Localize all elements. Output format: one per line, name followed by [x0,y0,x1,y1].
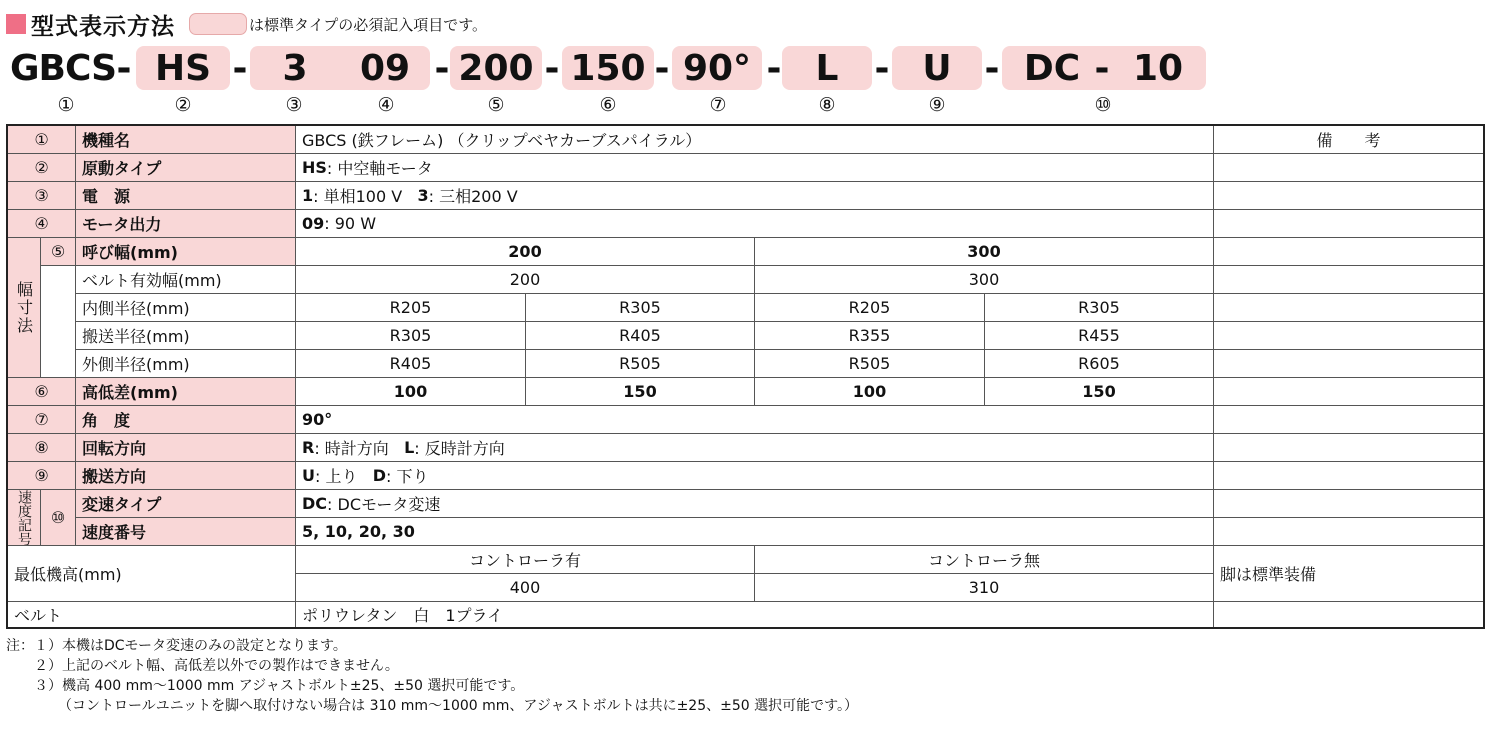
row-value [296,434,1214,462]
remark-cell [1214,350,1483,378]
code-dash: - [1094,48,1110,89]
value-text: : 単相100 V [313,187,403,206]
row-number: ⑧ [8,434,76,462]
code-number: ③ [285,94,303,116]
value-code: U [302,466,315,485]
code-seg-transport: U [922,48,952,89]
code-dash: - [544,48,560,89]
code-seg-height: 150 [570,48,646,89]
min-height-label: 最低機高(mm) [8,546,296,602]
code-number: ⑥ [599,94,617,116]
group-width-label: 幅寸法 [8,238,41,378]
code-seg-angle: 90° [682,48,752,89]
notes [6,636,858,716]
code-seg-rotation: L [815,48,839,89]
remark-cell [1214,518,1483,546]
ctrl-no-header: コントローラ無 [755,546,1214,574]
value-cell: R405 [526,322,755,350]
row-value [296,462,1214,490]
row-value [296,154,1214,182]
value-cell: R205 [296,294,526,322]
value-cell: R355 [755,322,985,350]
value-cell: 150 [526,378,755,406]
value-text: : 中空軸モータ [326,159,433,178]
legend-text: は標準タイプの必須記入項目です。 [249,15,488,34]
remark-cell [1214,378,1483,406]
value-cell: R205 [755,294,985,322]
value-cell: 200 [296,266,755,294]
value-cell: 150 [985,378,1214,406]
group-speed-label: 速度記号 [8,490,41,546]
code-dash: - [654,48,670,89]
value-code: D [372,466,387,485]
row-value: 90° [296,406,1214,434]
remark-cell [1214,434,1483,462]
value-cell: R505 [526,350,755,378]
row-label: ベルト有効幅(mm) [76,266,296,294]
remark-cell [1214,406,1483,434]
code-dash: - [874,48,890,89]
code-seg-speed-type: DC [1023,48,1081,89]
value-code: 09 [302,214,325,233]
value-cell: R455 [985,322,1214,350]
row-label: 搬送半径(mm) [76,322,296,350]
value-cell: 100 [296,378,526,406]
code-number: ⑨ [928,94,946,116]
value-cell: 300 [755,266,1214,294]
row-label: 呼び幅(mm) [76,238,296,266]
row-label: 速度番号 [76,518,296,546]
code-number: ⑦ [709,94,727,116]
code-seg-width: 200 [458,48,534,89]
code-number: ② [174,94,192,116]
code-dash: - [434,48,450,89]
row-label: 機種名 [76,126,296,154]
ctrl-yes-header: コントローラ有 [296,546,755,574]
spec-table [6,124,1485,629]
row-number: ① [8,126,76,154]
remark-cell [1214,266,1483,294]
code-dash: - [232,48,248,89]
row-label: 高低差(mm) [76,378,296,406]
value-code: HS [302,158,327,177]
row-number: ② [8,154,76,182]
remark-cell [1214,210,1483,238]
value-cell: R505 [755,350,985,378]
value-cell: 400 [296,574,755,602]
code-seg-speed-no: 10 [1132,48,1184,89]
belt-label: ベルト [8,602,296,627]
model-code [0,45,1500,93]
code-dash: - [766,48,782,89]
value-text: : DCモータ変速 [327,495,441,514]
remark-cell [1214,182,1483,210]
title-marker-icon [6,14,26,34]
code-seg-hs: HS [154,48,212,89]
row-value [296,490,1214,518]
row-label: 搬送方向 [76,462,296,490]
remark-cell [1214,238,1483,266]
value-cell: R305 [296,322,526,350]
note-line: （コントロールユニットを脚へ取付けない場合は 310 mm～1000 mm、アジャストボルトは共に±25、±50 選択可能です。） [58,698,858,714]
row-number: ⑨ [8,462,76,490]
value-cell: R305 [985,294,1214,322]
value-code: 3 [417,186,429,205]
value-cell: R305 [526,294,755,322]
header [6,8,487,40]
row-label: 角 度 [76,406,296,434]
code-number: ④ [377,94,395,116]
remark-cell [1214,462,1483,490]
value-cell: 310 [755,574,1214,602]
code-prefix: GBCS [10,48,117,89]
row-number: ⑤ [41,238,76,266]
remarks-header: 備 考 [1214,126,1483,154]
row-label: 変速タイプ [76,490,296,518]
value-code: L [404,438,415,457]
code-number: ① [57,94,75,116]
remark-cell [1214,602,1483,627]
blank-cell [41,266,76,378]
row-label: 電 源 [76,182,296,210]
code-number: ⑤ [487,94,505,116]
code-seg-power: 3 [282,48,308,89]
remark-cell [1214,490,1483,518]
remark-cell [1214,154,1483,182]
value-code: DC [302,494,328,513]
row-number: ⑥ [8,378,76,406]
value-code: R [302,438,315,457]
remark-cell [1214,294,1483,322]
row-value [296,126,1214,154]
row-number: ③ [8,182,76,210]
row-value [296,182,1214,210]
value-code: 1 [302,186,314,205]
value-text: : 反時計方向 [414,439,505,458]
value-text: : 三相200 V [428,187,518,206]
value-cell: R405 [296,350,526,378]
remark-cell: 脚は標準装備 [1214,546,1483,602]
note-line: 注：１）本機はDCモータ変速のみの設定となります。 [6,638,347,654]
value-cell: 200 [296,238,755,266]
code-dash: - [984,48,1000,89]
value-text: : 下り [386,467,429,486]
row-label: 外側半径(mm) [76,350,296,378]
row-label: 原動タイプ [76,154,296,182]
value-cell: 300 [755,238,1214,266]
row-label: モータ出力 [76,210,296,238]
note-line: ３）機高 400 mm～1000 mm アジャストボルト±25、±50 選択可能です。 [34,678,525,694]
row-label: 回転方向 [76,434,296,462]
value-cell: R605 [985,350,1214,378]
remark-cell [1214,322,1483,350]
code-number: ⑧ [818,94,836,116]
code-number: ⑩ [1094,94,1112,116]
row-number: ⑦ [8,406,76,434]
value-text: : 90 W [324,214,377,233]
legend-swatch [189,13,247,35]
row-value [296,210,1214,238]
machine-name: GBCS (鉄フレーム) （クリップベヤカーブスパイラル） [302,131,702,150]
note-line: ２）上記のベルト幅、高低差以外での製作はできません。 [34,658,399,674]
row-number: ⑩ [41,490,76,546]
row-label: 内側半径(mm) [76,294,296,322]
value-text: : 上り [315,467,358,486]
belt-value: ポリウレタン 白 1プライ [296,602,1214,627]
row-number: ④ [8,210,76,238]
value-cell: 100 [755,378,985,406]
page-title: 型式表示方法 [31,13,175,40]
value-text: : 時計方向 [314,439,389,458]
code-dash: - [116,48,132,89]
code-seg-output: 09 [359,48,411,89]
row-value: 5, 10, 20, 30 [296,518,1214,546]
